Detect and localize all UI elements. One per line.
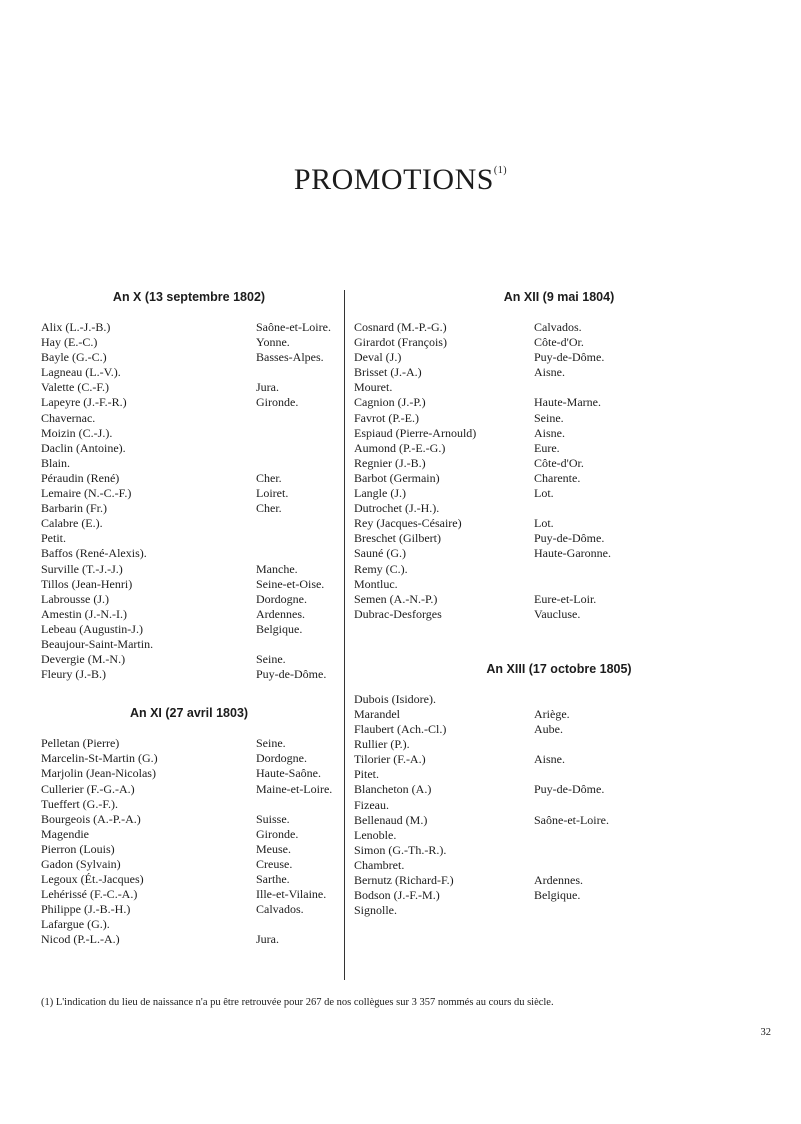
entry-name: Péraudin (René) <box>41 470 120 485</box>
list-item <box>354 798 764 813</box>
entry-list <box>354 320 764 622</box>
entry-name: Daclin (Antoine). <box>41 440 126 455</box>
entry-place: Manche. <box>256 561 298 576</box>
section-heading: An X (13 septembre 1802) <box>112 290 266 304</box>
entry-name: Mouret. <box>354 380 393 395</box>
entry-place: Seine. <box>534 410 564 425</box>
right-column <box>354 290 764 918</box>
entry-place: Jura. <box>256 380 279 395</box>
page-title <box>0 163 801 197</box>
entry-name: Chavernac. <box>41 410 96 425</box>
entry-place: Vaucluse. <box>534 606 581 621</box>
list-item <box>41 577 337 592</box>
entry-list <box>41 320 337 682</box>
entry-name: Lenoble. <box>354 827 397 842</box>
entry-name: Chambret. <box>354 857 405 872</box>
entry-place: Eure-et-Loir. <box>534 591 597 606</box>
list-item <box>354 813 764 828</box>
entry-name: Lemaire (N.-C.-F.) <box>41 486 132 501</box>
section-heading: An XII (9 mai 1804) <box>503 290 615 304</box>
entry-name: Tilorier (F.-A.) <box>354 752 426 767</box>
entry-name: Fizeau. <box>354 797 389 812</box>
list-item <box>354 335 764 350</box>
entry-name: Beaujour-Saint-Martin. <box>41 636 154 651</box>
entry-list <box>41 736 337 947</box>
list-item <box>354 782 764 797</box>
list-item <box>354 592 764 607</box>
entry-name: Cullerier (F.-G.-A.) <box>41 781 135 796</box>
entry-place: Saône-et-Loire. <box>534 812 609 827</box>
list-item <box>41 607 337 622</box>
list-item <box>354 888 764 903</box>
list-item <box>354 365 764 380</box>
list-item <box>354 456 764 471</box>
entry-place: Côte-d'Or. <box>534 455 584 470</box>
entry-name: Fleury (J.-B.) <box>41 667 106 682</box>
entry-name: Pierron (Louis) <box>41 841 115 856</box>
left-column <box>41 290 337 948</box>
list-item <box>41 486 337 501</box>
entry-name: Pitet. <box>354 767 380 782</box>
list-item <box>41 782 337 797</box>
list-item <box>354 350 764 365</box>
entry-name: Girardot (François) <box>354 335 447 350</box>
entry-place: Gironde. <box>256 395 299 410</box>
entry-name: Barbot (Germain) <box>354 470 440 485</box>
list-item <box>41 395 337 410</box>
list-item <box>41 411 337 426</box>
list-item <box>41 622 337 637</box>
entry-name: Alix (L.-J.-B.) <box>41 320 111 334</box>
entry-name: Rullier (P.). <box>354 737 410 752</box>
list-item <box>41 917 337 932</box>
entry-name: Deval (J.) <box>354 350 402 365</box>
entry-place: Seine. <box>256 736 286 751</box>
list-item <box>41 637 337 652</box>
list-item <box>41 667 337 682</box>
entry-name: Simon (G.-Th.-R.). <box>354 842 447 857</box>
entry-name: Moizin (C.-J.). <box>41 425 113 440</box>
entry-place: Jura. <box>256 932 279 947</box>
entry-place: Dordogne. <box>256 591 307 606</box>
entry-place: Yonne. <box>256 335 290 350</box>
entry-name: Lafargue (G.). <box>41 917 110 932</box>
entry-place: Gironde. <box>256 826 299 841</box>
entry-name: Langle (J.) <box>354 486 406 501</box>
list-item <box>354 903 764 918</box>
list-item <box>354 426 764 441</box>
entry-place: Meuse. <box>256 841 291 856</box>
entry-place: Charente. <box>534 470 581 485</box>
entry-name: Lapeyre (J.-F.-R.) <box>41 395 127 410</box>
list-item <box>354 501 764 516</box>
list-item <box>354 692 764 707</box>
list-item <box>41 827 337 842</box>
entry-list <box>354 692 764 918</box>
entry-place: Loiret. <box>256 486 289 501</box>
entry-name: Tueffert (G.-F.). <box>41 796 119 811</box>
section-an-xiii <box>354 662 764 918</box>
list-item <box>354 767 764 782</box>
entry-name: Lebeau (Augustin-J.) <box>41 621 143 636</box>
entry-name: Petit. <box>41 531 67 546</box>
list-item <box>41 872 337 887</box>
entry-place: Haute-Marne. <box>534 395 601 410</box>
entry-name: Blain. <box>41 455 70 470</box>
list-item <box>41 350 337 365</box>
entry-name: Devergie (M.-N.) <box>41 652 126 667</box>
entry-place: Ardennes. <box>256 606 305 621</box>
list-item <box>41 932 337 947</box>
list-item <box>41 380 337 395</box>
list-item <box>354 546 764 561</box>
list-item <box>41 546 337 561</box>
section-an-xii <box>354 290 764 622</box>
entry-place: Belgique. <box>534 888 581 903</box>
list-item <box>41 562 337 577</box>
list-item <box>41 857 337 872</box>
entry-place: Puy-de-Dôme. <box>534 350 605 365</box>
entry-name: Dubrac-Desforges <box>354 606 442 621</box>
entry-name: Barbarin (Fr.) <box>41 501 107 516</box>
list-item <box>41 887 337 902</box>
list-item <box>354 320 764 335</box>
list-item <box>354 843 764 858</box>
entry-place: Aube. <box>534 722 563 737</box>
list-item <box>354 471 764 486</box>
entry-name: Rey (Jacques-Césaire) <box>354 516 462 531</box>
entry-name: Flaubert (Ach.-Cl.) <box>354 722 447 737</box>
entry-name: Baffos (René-Alexis). <box>41 546 147 561</box>
entry-name: Nicod (P.-L.-A.) <box>41 932 120 947</box>
list-item <box>41 501 337 516</box>
list-item <box>41 531 337 546</box>
entry-name: Dubois (Isidore). <box>354 691 436 706</box>
entry-name: Bayle (G.-C.) <box>41 350 107 365</box>
list-item <box>41 471 337 486</box>
list-item <box>354 380 764 395</box>
page-number: 32 <box>760 1027 771 1038</box>
entry-place: Seine. <box>256 652 286 667</box>
entry-name: Cagnion (J.-P.) <box>354 395 426 410</box>
list-item <box>354 722 764 737</box>
list-item <box>354 395 764 410</box>
entry-name: Aumond (P.-E.-G.) <box>354 440 446 455</box>
entry-place: Aisne. <box>534 365 565 380</box>
title-text: PROMOTIONS <box>293 163 494 196</box>
list-item <box>354 562 764 577</box>
entry-place: Aisne. <box>534 752 565 767</box>
list-item <box>41 736 337 751</box>
entry-place: Basses-Alpes. <box>256 350 324 365</box>
entry-name: Bernutz (Richard-F.) <box>354 873 454 887</box>
entry-name: Calabre (E.). <box>41 516 103 531</box>
entry-name: Regnier (J.-B.) <box>354 455 426 470</box>
list-item <box>41 441 337 456</box>
column-divider <box>344 290 345 980</box>
section-an-x <box>41 290 337 682</box>
entry-place: Calvados. <box>534 320 582 334</box>
entry-name: Surville (T.-J.-J.) <box>41 561 123 576</box>
entry-place: Aisne. <box>534 425 565 440</box>
entry-place: Maine-et-Loire. <box>256 781 333 796</box>
entry-place: Ille-et-Vilaine. <box>256 887 327 902</box>
entry-place: Ariège. <box>534 706 570 721</box>
entry-place: Puy-de-Dôme. <box>534 782 605 797</box>
entry-name: Marandel <box>354 706 400 721</box>
entry-name: Brisset (J.-A.) <box>354 365 422 380</box>
entry-place: Sarthe. <box>256 872 290 887</box>
entry-name: Cosnard (M.-P.-G.) <box>354 320 447 334</box>
entry-place: Saône-et-Loire. <box>256 320 331 334</box>
list-item <box>41 766 337 781</box>
entry-name: Valette (C.-F.) <box>41 380 110 395</box>
entry-place: Cher. <box>256 470 282 485</box>
entry-place: Côte-d'Or. <box>534 335 584 350</box>
entry-name: Pelletan (Pierre) <box>41 736 120 751</box>
list-item <box>354 577 764 592</box>
entry-name: Signolle. <box>354 903 398 918</box>
list-item <box>41 751 337 766</box>
list-item <box>354 516 764 531</box>
title-footnote-marker: (1) <box>493 165 508 176</box>
entry-name: Legoux (Ét.-Jacques) <box>41 872 144 887</box>
list-item <box>41 365 337 380</box>
list-item <box>41 456 337 471</box>
entry-name: Dutrochet (J.-H.). <box>354 501 440 516</box>
entry-place: Belgique. <box>256 621 303 636</box>
entry-name: Tillos (Jean-Henri) <box>41 576 133 591</box>
entry-place: Suisse. <box>256 811 290 826</box>
entry-place: Dordogne. <box>256 751 307 766</box>
list-item <box>41 516 337 531</box>
list-item <box>354 441 764 456</box>
entry-name: Breschet (Gilbert) <box>354 531 441 546</box>
entry-place: Eure. <box>534 440 560 455</box>
list-item <box>41 902 337 917</box>
list-item <box>354 828 764 843</box>
list-item <box>41 797 337 812</box>
entry-name: Amestin (J.-N.-I.) <box>41 606 127 621</box>
entry-name: Blancheton (A.) <box>354 782 432 797</box>
entry-name: Magendie <box>41 826 89 841</box>
section-heading: An XI (27 avril 1803) <box>129 706 249 721</box>
entry-name: Favrot (P.-E.) <box>354 410 419 425</box>
entry-name: Hay (E.-C.) <box>41 335 98 350</box>
entry-name: Semen (A.-N.-P.) <box>354 591 438 606</box>
entry-name: Montluc. <box>354 576 398 591</box>
list-item <box>354 531 764 546</box>
entry-name: Lagneau (L.-V.). <box>41 365 121 380</box>
entry-place: Lot. <box>534 486 554 501</box>
entry-place: Puy-de-Dôme. <box>534 531 605 546</box>
list-item <box>41 652 337 667</box>
entry-name: Marjolin (Jean-Nicolas) <box>41 766 156 781</box>
list-item <box>41 842 337 857</box>
entry-place: Puy-de-Dôme. <box>256 667 327 682</box>
list-item <box>354 707 764 722</box>
entry-name: Espiaud (Pierre-Arnould) <box>354 425 477 440</box>
entry-place: Creuse. <box>256 857 293 871</box>
entry-name: Sauné (G.) <box>354 546 406 561</box>
entry-place: Ardennes. <box>534 873 583 887</box>
list-item <box>41 320 337 335</box>
entry-name: Labrousse (J.) <box>41 591 109 606</box>
entry-name: Lehérissé (F.-C.-A.) <box>41 887 138 902</box>
list-item <box>41 812 337 827</box>
list-item <box>354 858 764 873</box>
entry-name: Bellenaud (M.) <box>354 812 428 827</box>
entry-place: Haute-Saône. <box>256 766 321 781</box>
section-heading: An XIII (17 octobre 1805) <box>486 661 632 676</box>
section-an-xi <box>41 706 337 947</box>
list-item <box>41 592 337 607</box>
entry-name: Gadon (Sylvain) <box>41 857 121 871</box>
list-item <box>354 752 764 767</box>
entry-place: Seine-et-Oise. <box>256 576 325 591</box>
entry-name: Bodson (J.-F.-M.) <box>354 888 440 903</box>
entry-place: Lot. <box>534 516 554 531</box>
entry-name: Philippe (J.-B.-H.) <box>41 902 131 917</box>
list-item <box>354 873 764 888</box>
list-item <box>354 411 764 426</box>
list-item <box>354 737 764 752</box>
list-item <box>354 607 764 622</box>
footnote: (1) L'indication du lieu de naissance n'a pu être retrouvée pour 267 de nos collègues sur 3 357 nommés au cours du siècle. <box>41 997 554 1008</box>
list-item <box>41 426 337 441</box>
entry-place: Haute-Garonne. <box>534 546 611 561</box>
list-item <box>41 335 337 350</box>
entry-name: Bourgeois (A.-P.-A.) <box>41 811 141 826</box>
list-item <box>354 486 764 501</box>
entry-place: Cher. <box>256 501 282 516</box>
entry-name: Remy (C.). <box>354 561 408 576</box>
entry-name: Marcelin-St-Martin (G.) <box>41 751 158 766</box>
entry-place: Calvados. <box>256 902 304 917</box>
